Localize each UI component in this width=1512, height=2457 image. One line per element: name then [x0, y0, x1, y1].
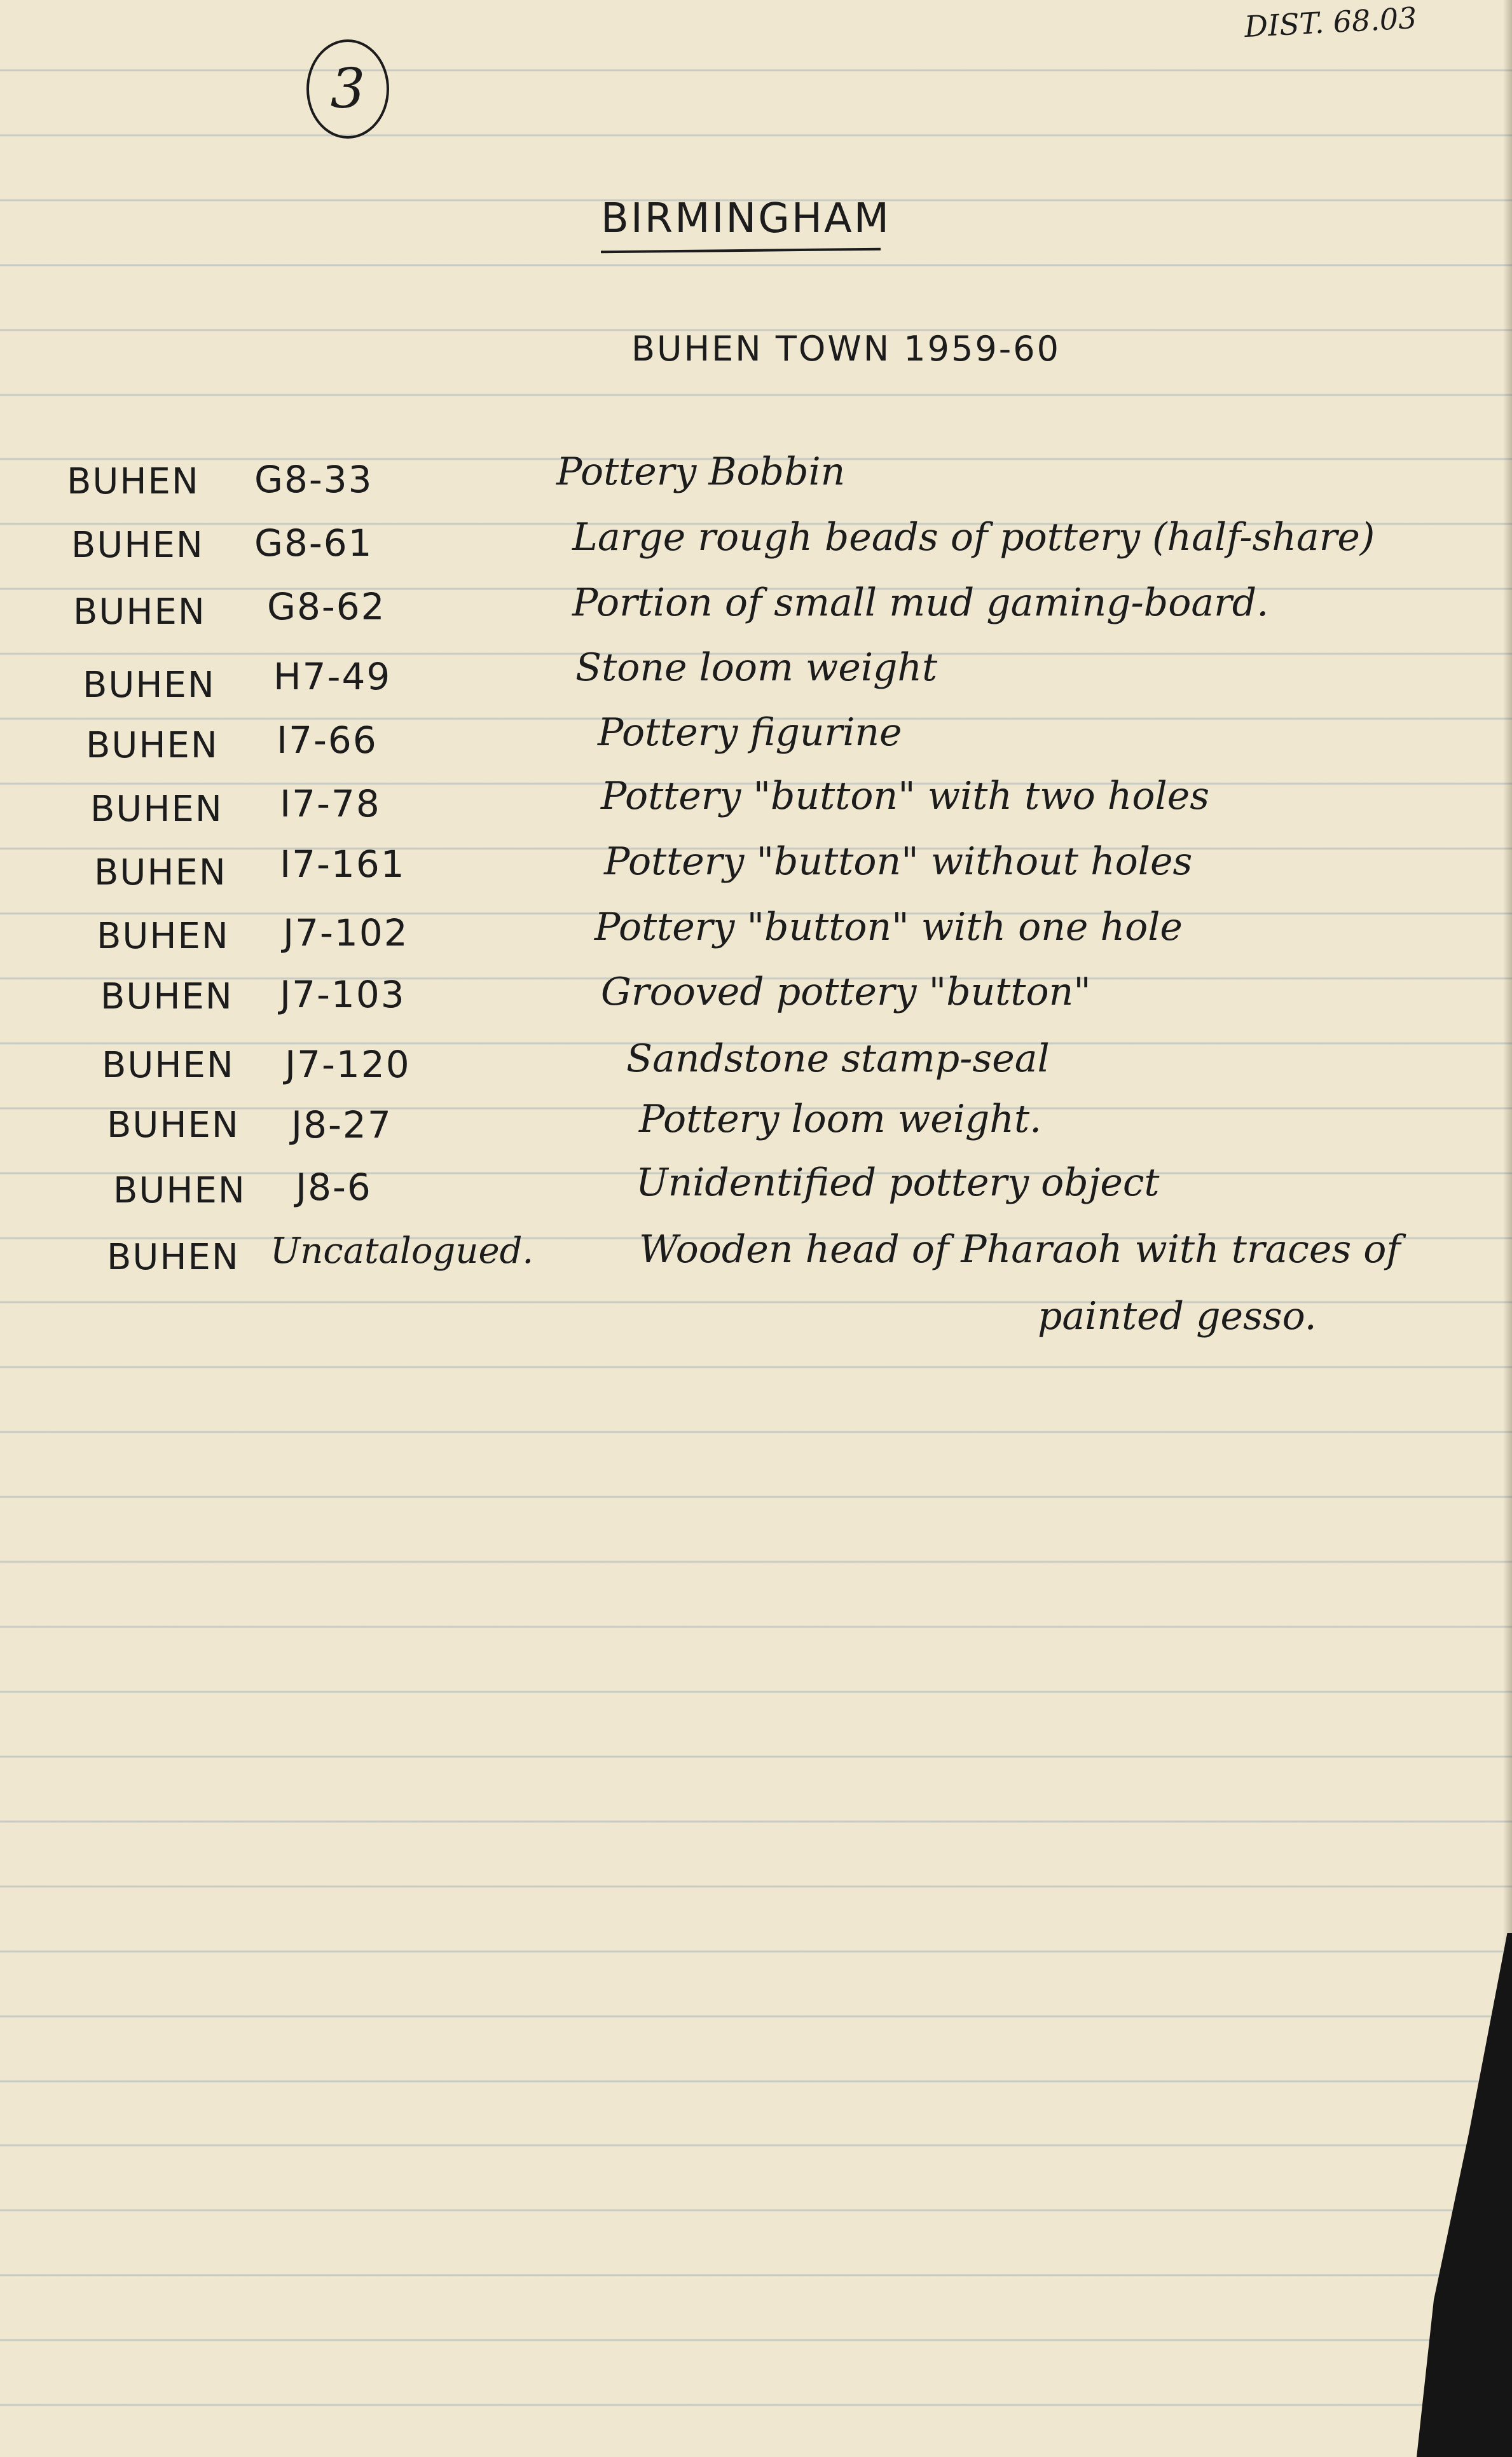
- page-number: 3: [330, 57, 366, 121]
- item-id: I7-66: [277, 719, 378, 762]
- item-id: G8-33: [254, 458, 373, 501]
- item-site: BUHEN: [102, 1045, 235, 1086]
- item-site: BUHEN: [90, 788, 223, 830]
- item-site: BUHEN: [67, 461, 200, 502]
- torn-page-edge: [1417, 1933, 1512, 2457]
- item-site: BUHEN: [113, 1170, 246, 1211]
- title-underline: [601, 248, 881, 254]
- item-description-continuation: painted gesso.: [1038, 1294, 1317, 1339]
- item-id: J8-6: [296, 1166, 372, 1209]
- item-site: BUHEN: [73, 591, 206, 633]
- item-description: Grooved pottery "button": [601, 970, 1091, 1014]
- item-description: Pottery loom weight.: [639, 1097, 1042, 1141]
- item-site: BUHEN: [97, 916, 230, 957]
- item-description: Pottery "button" with two holes: [601, 774, 1210, 818]
- item-id: I7-161: [280, 843, 406, 886]
- item-id: J7-103: [280, 973, 406, 1016]
- item-site: BUHEN: [94, 852, 227, 893]
- item-site: BUHEN: [107, 1105, 240, 1146]
- item-description: Sandstone stamp-seal: [626, 1036, 1050, 1081]
- item-description: Wooden head of Pharaoh with traces of: [639, 1227, 1401, 1272]
- document-title: BIRMINGHAM: [601, 195, 891, 242]
- item-id: I7-78: [280, 782, 381, 825]
- item-id: H7-49: [273, 655, 392, 698]
- item-description: Unidentified pottery object: [636, 1160, 1160, 1205]
- item-site: BUHEN: [107, 1237, 240, 1278]
- item-description: Pottery Bobbin: [556, 450, 846, 494]
- item-description: Pottery "button" with one hole: [594, 905, 1183, 949]
- item-description: Pottery figurine: [598, 710, 902, 755]
- reference-number: DIST. 68.03: [1243, 0, 1418, 45]
- item-id: Uncatalogued.: [270, 1230, 534, 1272]
- item-site: BUHEN: [83, 664, 216, 706]
- item-description: Portion of small mud gaming-board.: [572, 581, 1269, 625]
- item-description: Large rough beads of pottery (half-share): [572, 515, 1375, 560]
- item-description: Pottery "button" without holes: [604, 839, 1193, 884]
- item-site: BUHEN: [100, 976, 233, 1017]
- item-site: BUHEN: [71, 525, 204, 566]
- page-number-circle: [306, 39, 389, 139]
- item-id: G8-62: [267, 585, 386, 628]
- document-subtitle: BUHEN TOWN 1959-60: [631, 329, 1061, 369]
- item-description: Stone loom weight: [575, 645, 938, 690]
- item-site: BUHEN: [86, 725, 219, 766]
- item-id: J7-120: [285, 1043, 411, 1086]
- item-id: J8-27: [291, 1103, 392, 1146]
- item-id: J7-102: [283, 911, 409, 954]
- item-id: G8-61: [254, 521, 373, 565]
